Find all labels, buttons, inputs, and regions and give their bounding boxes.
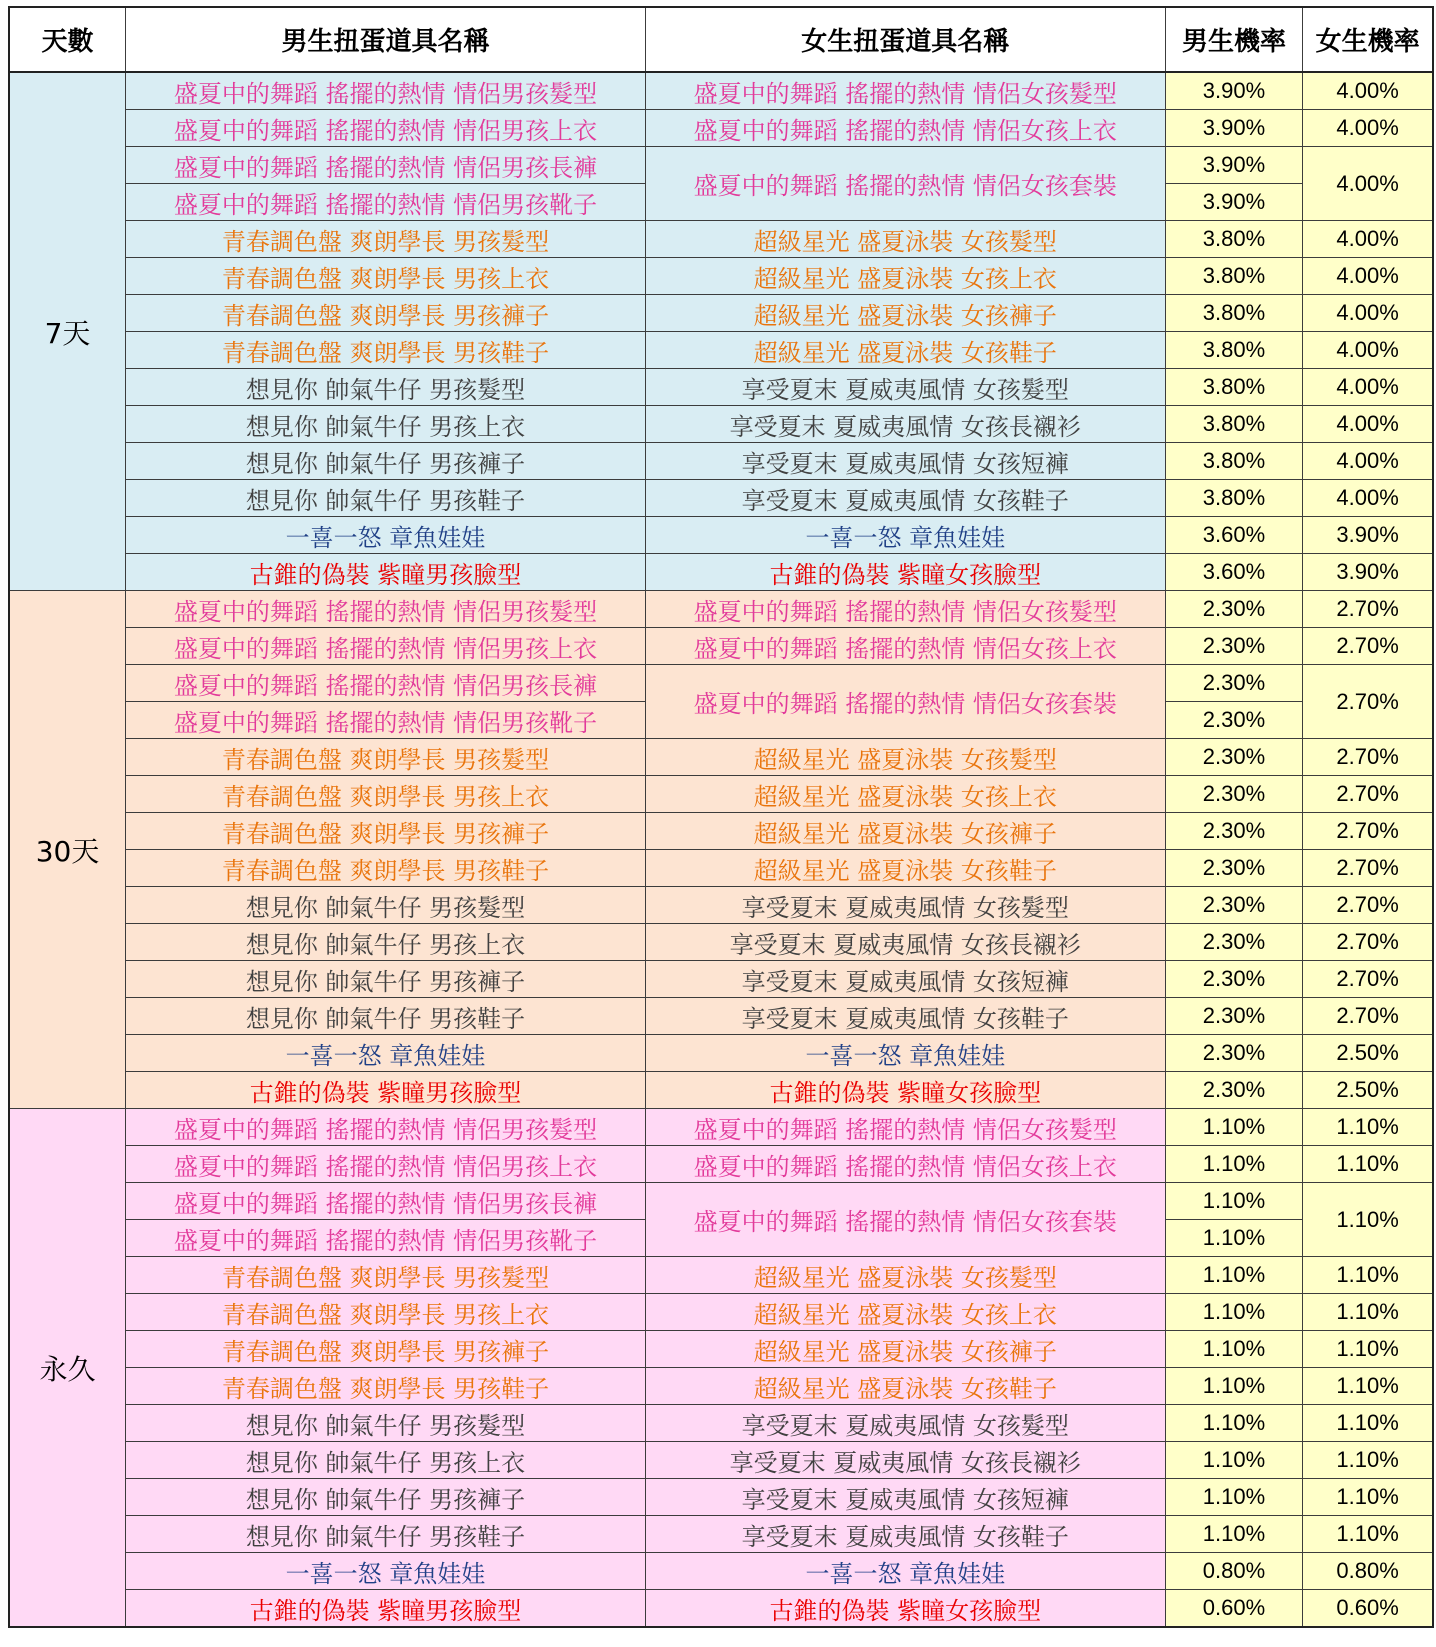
- header-days: 天數: [9, 7, 126, 72]
- male-rate: 3.80%: [1165, 258, 1303, 295]
- table-row: [9, 591, 1433, 628]
- table-row: [9, 295, 1433, 332]
- male-rate: 1.10%: [1165, 1146, 1303, 1183]
- female-item-name: 盛夏中的舞蹈 搖擺的熱情 情侶女孩套裝: [645, 147, 1165, 221]
- table-row: [9, 1183, 1433, 1220]
- male-rate: 2.30%: [1165, 850, 1303, 887]
- male-rate: 0.80%: [1165, 1553, 1303, 1590]
- male-item-name: 想見你 帥氣牛仔 男孩上衣: [126, 406, 646, 443]
- female-item-name: 盛夏中的舞蹈 搖擺的熱情 情侶女孩套裝: [645, 1183, 1165, 1257]
- table-row: [9, 813, 1433, 850]
- male-item-name: 一喜一怒 章魚娃娃: [126, 517, 646, 554]
- male-item-name: 盛夏中的舞蹈 搖擺的熱情 情侶男孩靴子: [126, 184, 646, 221]
- table-row: [9, 1109, 1433, 1146]
- male-item-name: 想見你 帥氣牛仔 男孩上衣: [126, 1442, 646, 1479]
- female-item-name: 一喜一怒 章魚娃娃: [645, 1553, 1165, 1590]
- female-rate: 1.10%: [1303, 1331, 1433, 1368]
- table-row: [9, 1553, 1433, 1590]
- male-item-name: 青春調色盤 爽朗學長 男孩褲子: [126, 1331, 646, 1368]
- female-item-name: 超級星光 盛夏泳裝 女孩褲子: [645, 295, 1165, 332]
- table-row: [9, 1257, 1433, 1294]
- table-row: [9, 1405, 1433, 1442]
- table-row: [9, 332, 1433, 369]
- female-rate: 2.70%: [1303, 665, 1433, 739]
- table-row: [9, 554, 1433, 591]
- male-item-name: 盛夏中的舞蹈 搖擺的熱情 情侶男孩上衣: [126, 110, 646, 147]
- male-rate: 2.30%: [1165, 998, 1303, 1035]
- male-rate: 2.30%: [1165, 628, 1303, 665]
- male-item-name: 青春調色盤 爽朗學長 男孩髮型: [126, 221, 646, 258]
- male-item-name: 想見你 帥氣牛仔 男孩髮型: [126, 1405, 646, 1442]
- female-rate: 1.10%: [1303, 1442, 1433, 1479]
- female-item-name: 超級星光 盛夏泳裝 女孩鞋子: [645, 1368, 1165, 1405]
- table-row: [9, 1368, 1433, 1405]
- female-rate: 1.10%: [1303, 1479, 1433, 1516]
- male-rate: 2.30%: [1165, 813, 1303, 850]
- female-rate: 3.90%: [1303, 517, 1433, 554]
- male-rate: 3.80%: [1165, 221, 1303, 258]
- header-male-rate: 男生機率: [1165, 7, 1303, 72]
- female-item-name: 超級星光 盛夏泳裝 女孩上衣: [645, 776, 1165, 813]
- male-item-name: 想見你 帥氣牛仔 男孩髮型: [126, 369, 646, 406]
- male-item-name: 青春調色盤 爽朗學長 男孩上衣: [126, 258, 646, 295]
- male-item-name: 盛夏中的舞蹈 搖擺的熱情 情侶男孩靴子: [126, 1220, 646, 1257]
- male-item-name: 青春調色盤 爽朗學長 男孩鞋子: [126, 850, 646, 887]
- female-rate: 1.10%: [1303, 1257, 1433, 1294]
- table-row: [9, 517, 1433, 554]
- table-row: [9, 1442, 1433, 1479]
- male-rate: 1.10%: [1165, 1183, 1303, 1220]
- female-item-name: 超級星光 盛夏泳裝 女孩髮型: [645, 739, 1165, 776]
- female-rate: 4.00%: [1303, 406, 1433, 443]
- table-row: [9, 1146, 1433, 1183]
- female-rate: 0.80%: [1303, 1553, 1433, 1590]
- table-row: [9, 1516, 1433, 1553]
- female-rate: 1.10%: [1303, 1146, 1433, 1183]
- male-rate: 3.80%: [1165, 295, 1303, 332]
- male-item-name: 古錐的偽裝 紫瞳男孩臉型: [126, 1072, 646, 1109]
- female-rate: 2.70%: [1303, 776, 1433, 813]
- female-item-name: 盛夏中的舞蹈 搖擺的熱情 情侶女孩上衣: [645, 628, 1165, 665]
- table-row: [9, 147, 1433, 184]
- table-row: [9, 739, 1433, 776]
- male-rate: 2.30%: [1165, 702, 1303, 739]
- female-item-name: 超級星光 盛夏泳裝 女孩鞋子: [645, 850, 1165, 887]
- table-row: [9, 110, 1433, 147]
- female-item-name: 盛夏中的舞蹈 搖擺的熱情 情侶女孩髮型: [645, 1109, 1165, 1146]
- female-item-name: 古錐的偽裝 紫瞳女孩臉型: [645, 1072, 1165, 1109]
- female-item-name: 享受夏末 夏威夷風情 女孩鞋子: [645, 998, 1165, 1035]
- male-item-name: 青春調色盤 爽朗學長 男孩鞋子: [126, 332, 646, 369]
- female-item-name: 盛夏中的舞蹈 搖擺的熱情 情侶女孩髮型: [645, 72, 1165, 110]
- female-rate: 4.00%: [1303, 72, 1433, 110]
- gacha-rate-table: [8, 6, 1434, 1628]
- male-rate: 3.60%: [1165, 517, 1303, 554]
- male-rate: 1.10%: [1165, 1331, 1303, 1368]
- table-row: [9, 665, 1433, 702]
- female-item-name: 享受夏末 夏威夷風情 女孩鞋子: [645, 1516, 1165, 1553]
- female-rate: 4.00%: [1303, 480, 1433, 517]
- duration-group-label: 30天: [9, 591, 126, 1109]
- female-rate: 1.10%: [1303, 1109, 1433, 1146]
- female-rate: 1.10%: [1303, 1405, 1433, 1442]
- male-item-name: 青春調色盤 爽朗學長 男孩髮型: [126, 739, 646, 776]
- female-rate: 2.70%: [1303, 739, 1433, 776]
- male-rate: 3.80%: [1165, 443, 1303, 480]
- male-rate: 1.10%: [1165, 1442, 1303, 1479]
- female-item-name: 享受夏末 夏威夷風情 女孩短褲: [645, 443, 1165, 480]
- male-rate: 3.90%: [1165, 72, 1303, 110]
- female-rate: 2.70%: [1303, 813, 1433, 850]
- female-rate: 1.10%: [1303, 1516, 1433, 1553]
- table-row: [9, 924, 1433, 961]
- duration-group-label: 永久: [9, 1109, 126, 1628]
- female-item-name: 享受夏末 夏威夷風情 女孩髮型: [645, 887, 1165, 924]
- male-rate: 3.80%: [1165, 480, 1303, 517]
- female-item-name: 享受夏末 夏威夷風情 女孩髮型: [645, 369, 1165, 406]
- male-rate: 2.30%: [1165, 1072, 1303, 1109]
- male-rate: 3.90%: [1165, 147, 1303, 184]
- female-item-name: 盛夏中的舞蹈 搖擺的熱情 情侶女孩髮型: [645, 591, 1165, 628]
- male-item-name: 盛夏中的舞蹈 搖擺的熱情 情侶男孩上衣: [126, 1146, 646, 1183]
- female-rate: 0.60%: [1303, 1590, 1433, 1628]
- male-item-name: 盛夏中的舞蹈 搖擺的熱情 情侶男孩長褲: [126, 1183, 646, 1220]
- male-rate: 1.10%: [1165, 1368, 1303, 1405]
- female-rate: 2.50%: [1303, 1072, 1433, 1109]
- female-rate: 4.00%: [1303, 258, 1433, 295]
- male-item-name: 想見你 帥氣牛仔 男孩髮型: [126, 887, 646, 924]
- female-item-name: 超級星光 盛夏泳裝 女孩上衣: [645, 258, 1165, 295]
- table-row: [9, 369, 1433, 406]
- female-rate: 2.70%: [1303, 850, 1433, 887]
- male-item-name: 古錐的偽裝 紫瞳男孩臉型: [126, 554, 646, 591]
- male-item-name: 想見你 帥氣牛仔 男孩褲子: [126, 961, 646, 998]
- female-rate: 2.70%: [1303, 628, 1433, 665]
- table-row: [9, 961, 1433, 998]
- female-rate: 1.10%: [1303, 1368, 1433, 1405]
- female-rate: 4.00%: [1303, 443, 1433, 480]
- female-item-name: 一喜一怒 章魚娃娃: [645, 1035, 1165, 1072]
- male-item-name: 盛夏中的舞蹈 搖擺的熱情 情侶男孩靴子: [126, 702, 646, 739]
- male-item-name: 一喜一怒 章魚娃娃: [126, 1553, 646, 1590]
- table-row: [9, 887, 1433, 924]
- male-rate: 3.80%: [1165, 406, 1303, 443]
- female-item-name: 超級星光 盛夏泳裝 女孩褲子: [645, 813, 1165, 850]
- female-item-name: 古錐的偽裝 紫瞳女孩臉型: [645, 1590, 1165, 1628]
- table-row: [9, 998, 1433, 1035]
- female-rate: 4.00%: [1303, 295, 1433, 332]
- female-item-name: 超級星光 盛夏泳裝 女孩鞋子: [645, 332, 1165, 369]
- male-rate: 2.30%: [1165, 961, 1303, 998]
- male-rate: 2.30%: [1165, 739, 1303, 776]
- male-item-name: 盛夏中的舞蹈 搖擺的熱情 情侶男孩髮型: [126, 1109, 646, 1146]
- male-rate: 3.60%: [1165, 554, 1303, 591]
- duration-group-label: 7天: [9, 72, 126, 591]
- male-rate: 2.30%: [1165, 591, 1303, 628]
- female-rate: 2.50%: [1303, 1035, 1433, 1072]
- table-row: [9, 1072, 1433, 1109]
- male-item-name: 青春調色盤 爽朗學長 男孩髮型: [126, 1257, 646, 1294]
- female-item-name: 盛夏中的舞蹈 搖擺的熱情 情侶女孩上衣: [645, 110, 1165, 147]
- male-rate: 1.10%: [1165, 1257, 1303, 1294]
- female-item-name: 超級星光 盛夏泳裝 女孩褲子: [645, 1331, 1165, 1368]
- header-male-item: 男生扭蛋道具名稱: [126, 7, 646, 72]
- male-item-name: 盛夏中的舞蹈 搖擺的熱情 情侶男孩上衣: [126, 628, 646, 665]
- male-rate: 2.30%: [1165, 665, 1303, 702]
- female-item-name: 超級星光 盛夏泳裝 女孩髮型: [645, 221, 1165, 258]
- table-row: [9, 850, 1433, 887]
- female-item-name: 超級星光 盛夏泳裝 女孩上衣: [645, 1294, 1165, 1331]
- table-row: [9, 1590, 1433, 1628]
- table-row: [9, 258, 1433, 295]
- female-item-name: 古錐的偽裝 紫瞳女孩臉型: [645, 554, 1165, 591]
- male-item-name: 青春調色盤 爽朗學長 男孩褲子: [126, 813, 646, 850]
- female-rate: 1.10%: [1303, 1183, 1433, 1257]
- male-rate: 2.30%: [1165, 924, 1303, 961]
- table-body: [9, 72, 1433, 1627]
- male-rate: 1.10%: [1165, 1294, 1303, 1331]
- male-item-name: 一喜一怒 章魚娃娃: [126, 1035, 646, 1072]
- female-item-name: 享受夏末 夏威夷風情 女孩短褲: [645, 1479, 1165, 1516]
- female-item-name: 享受夏末 夏威夷風情 女孩髮型: [645, 1405, 1165, 1442]
- header-female-item: 女生扭蛋道具名稱: [645, 7, 1165, 72]
- female-rate: 4.00%: [1303, 332, 1433, 369]
- female-rate: 2.70%: [1303, 961, 1433, 998]
- table-row: [9, 72, 1433, 110]
- female-item-name: 享受夏末 夏威夷風情 女孩長襯衫: [645, 924, 1165, 961]
- header-row: [9, 7, 1433, 72]
- female-rate: 1.10%: [1303, 1294, 1433, 1331]
- male-rate: 1.10%: [1165, 1220, 1303, 1257]
- male-item-name: 盛夏中的舞蹈 搖擺的熱情 情侶男孩長褲: [126, 665, 646, 702]
- female-item-name: 盛夏中的舞蹈 搖擺的熱情 情侶女孩套裝: [645, 665, 1165, 739]
- male-item-name: 想見你 帥氣牛仔 男孩鞋子: [126, 480, 646, 517]
- female-item-name: 享受夏末 夏威夷風情 女孩長襯衫: [645, 406, 1165, 443]
- table-row: [9, 406, 1433, 443]
- female-item-name: 享受夏末 夏威夷風情 女孩長襯衫: [645, 1442, 1165, 1479]
- female-rate: 4.00%: [1303, 110, 1433, 147]
- female-rate: 4.00%: [1303, 147, 1433, 221]
- table-row: [9, 1479, 1433, 1516]
- female-rate: 4.00%: [1303, 369, 1433, 406]
- male-rate: 2.30%: [1165, 887, 1303, 924]
- male-item-name: 青春調色盤 爽朗學長 男孩鞋子: [126, 1368, 646, 1405]
- male-rate: 3.80%: [1165, 369, 1303, 406]
- table-row: [9, 1035, 1433, 1072]
- male-rate: 3.90%: [1165, 184, 1303, 221]
- male-item-name: 青春調色盤 爽朗學長 男孩褲子: [126, 295, 646, 332]
- male-rate: 2.30%: [1165, 776, 1303, 813]
- table-row: [9, 1294, 1433, 1331]
- male-rate: 0.60%: [1165, 1590, 1303, 1628]
- male-rate: 3.90%: [1165, 110, 1303, 147]
- header-female-rate: 女生機率: [1303, 7, 1433, 72]
- male-item-name: 青春調色盤 爽朗學長 男孩上衣: [126, 1294, 646, 1331]
- female-item-name: 盛夏中的舞蹈 搖擺的熱情 情侶女孩上衣: [645, 1146, 1165, 1183]
- male-rate: 3.80%: [1165, 332, 1303, 369]
- table-row: [9, 1331, 1433, 1368]
- male-item-name: 盛夏中的舞蹈 搖擺的熱情 情侶男孩髮型: [126, 591, 646, 628]
- male-item-name: 想見你 帥氣牛仔 男孩褲子: [126, 1479, 646, 1516]
- female-item-name: 享受夏末 夏威夷風情 女孩鞋子: [645, 480, 1165, 517]
- female-rate: 2.70%: [1303, 998, 1433, 1035]
- table-row: [9, 628, 1433, 665]
- male-item-name: 想見你 帥氣牛仔 男孩鞋子: [126, 998, 646, 1035]
- male-item-name: 青春調色盤 爽朗學長 男孩上衣: [126, 776, 646, 813]
- female-item-name: 一喜一怒 章魚娃娃: [645, 517, 1165, 554]
- table-row: [9, 221, 1433, 258]
- female-item-name: 超級星光 盛夏泳裝 女孩髮型: [645, 1257, 1165, 1294]
- table-row: [9, 480, 1433, 517]
- female-item-name: 享受夏末 夏威夷風情 女孩短褲: [645, 961, 1165, 998]
- male-item-name: 想見你 帥氣牛仔 男孩褲子: [126, 443, 646, 480]
- male-rate: 2.30%: [1165, 1035, 1303, 1072]
- female-rate: 2.70%: [1303, 924, 1433, 961]
- male-rate: 1.10%: [1165, 1479, 1303, 1516]
- female-rate: 2.70%: [1303, 591, 1433, 628]
- table-row: [9, 776, 1433, 813]
- male-item-name: 想見你 帥氣牛仔 男孩鞋子: [126, 1516, 646, 1553]
- male-rate: 1.10%: [1165, 1516, 1303, 1553]
- female-rate: 3.90%: [1303, 554, 1433, 591]
- female-rate: 2.70%: [1303, 887, 1433, 924]
- male-item-name: 盛夏中的舞蹈 搖擺的熱情 情侶男孩長褲: [126, 147, 646, 184]
- male-rate: 1.10%: [1165, 1405, 1303, 1442]
- male-item-name: 想見你 帥氣牛仔 男孩上衣: [126, 924, 646, 961]
- table-row: [9, 443, 1433, 480]
- male-item-name: 盛夏中的舞蹈 搖擺的熱情 情侶男孩髮型: [126, 72, 646, 110]
- male-item-name: 古錐的偽裝 紫瞳男孩臉型: [126, 1590, 646, 1628]
- female-rate: 4.00%: [1303, 221, 1433, 258]
- male-rate: 1.10%: [1165, 1109, 1303, 1146]
